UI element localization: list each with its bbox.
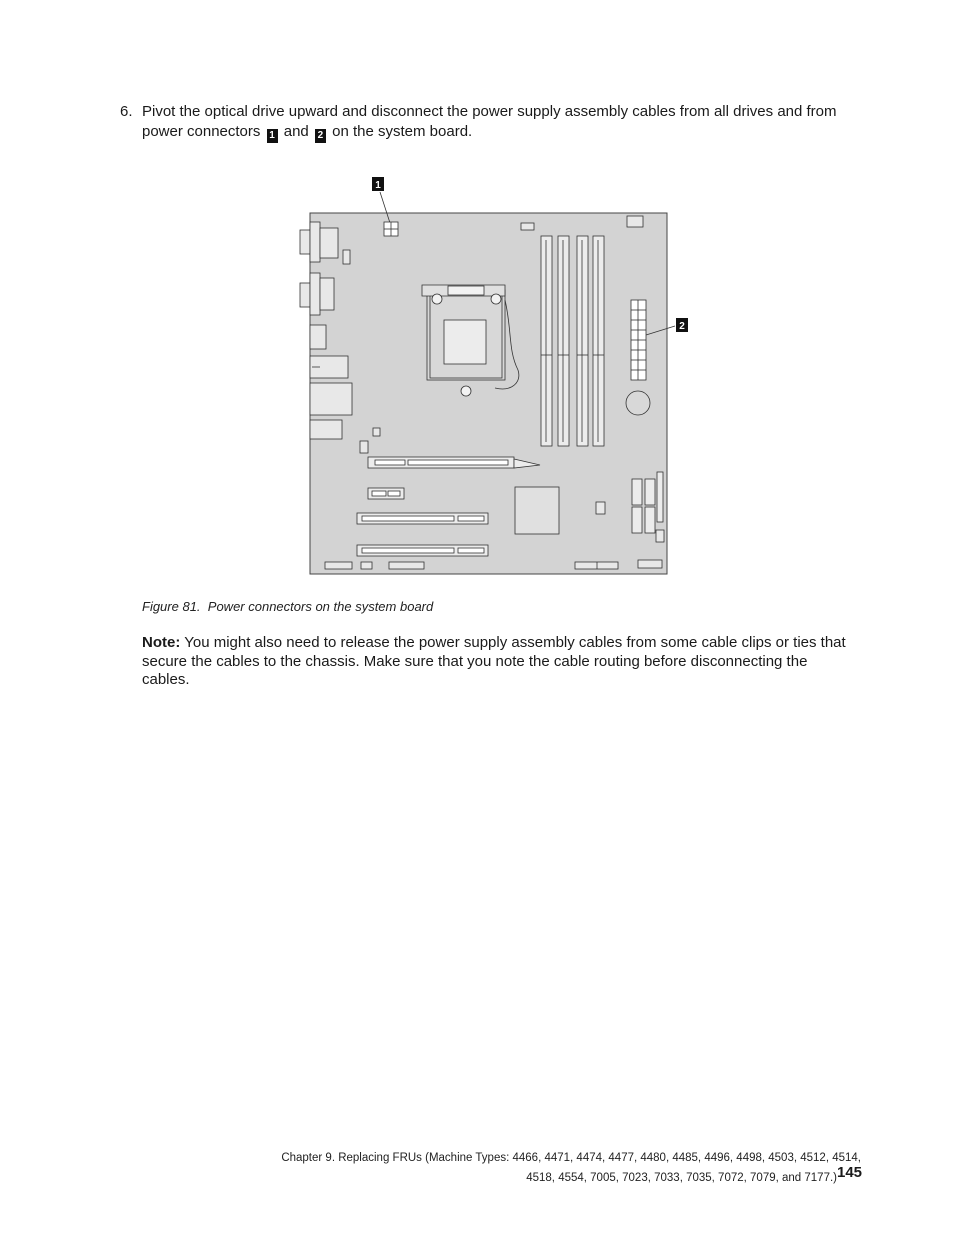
system-board-figure [290,170,690,590]
footer-line-1: Chapter 9. Replacing FRUs (Machine Types: 4466, 4471, 4474, 4477, 4480, 4485, 4496, 4498, 4503, 4512, 4514, [281,1152,861,1164]
figure-caption-text: Power connectors on the system board [207,599,434,614]
page-number: 145 [837,1164,863,1181]
step-number: 6. [120,103,133,120]
step-text-after: on the system board. [332,122,473,140]
note-label: Note: [142,634,181,651]
callout-2-label: 2 [679,321,685,332]
step-text-and: and [283,122,309,140]
step-text [142,102,852,143]
callout-badge-2: 2 [315,129,326,143]
callout-badge-1: 1 [267,129,278,143]
figure-caption [142,599,433,614]
note-text: You might also need to release the power supply assembly cables from some cable clips or ties that secure the cables to the chassis. Make sure that you note the cable routing before disconnecting the cables. [142,634,846,689]
figure-caption-label: Figure 81. [142,599,201,614]
note-paragraph [142,634,857,690]
page-footer [161,1148,861,1188]
callout-1-label: 1 [375,180,381,191]
footer-line-2: 4518, 4554, 7005, 7023, 7033, 7035, 7072, 7079, and 7177.) [526,1172,837,1184]
step-text-before: Pivot the optical drive upward and disconnect the power supply assembly cables from all drives and from power connectors [142,103,837,140]
system-board-diagram [290,170,690,590]
